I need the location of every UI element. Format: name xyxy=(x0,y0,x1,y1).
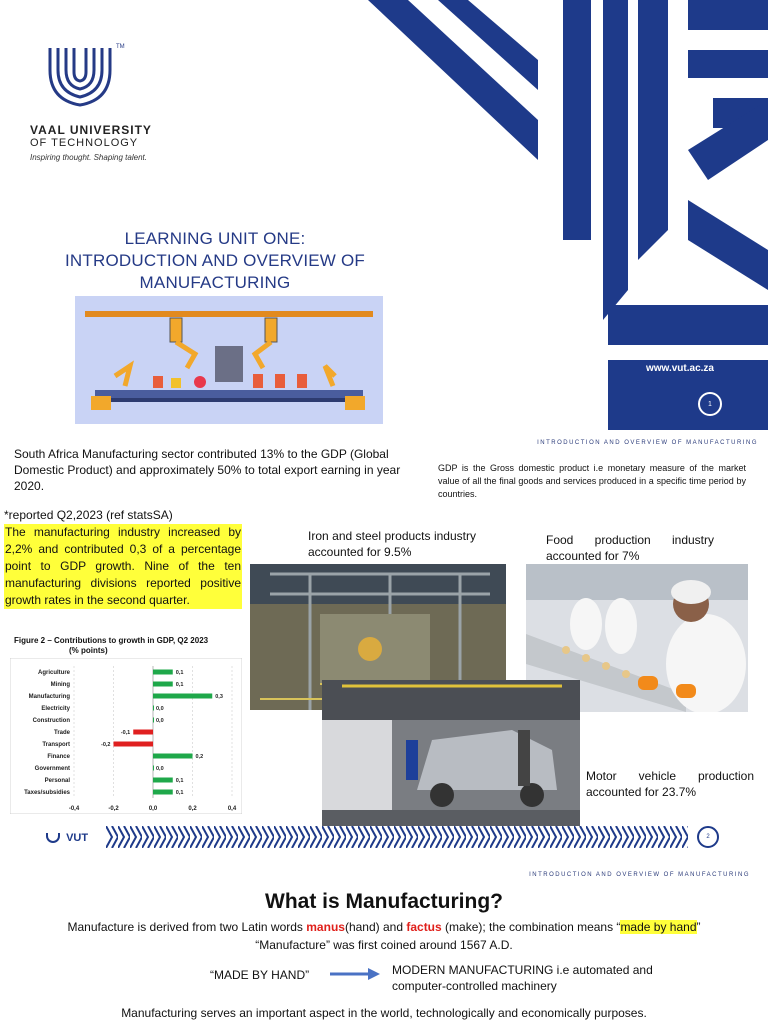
modern-manufacturing-label: MODERN MANUFACTURING i.e automated and computer-controlled machinery xyxy=(392,963,653,993)
data-label: 0,0 xyxy=(156,766,164,772)
word-factus: factus xyxy=(406,920,442,934)
latin-text-a: Manufacture is derived from two Latin words xyxy=(67,920,307,934)
slide-2 xyxy=(0,432,768,852)
slide-1 xyxy=(0,0,768,430)
vut-logo-icon xyxy=(30,40,130,110)
bar xyxy=(153,718,154,723)
manufacturing-heading: What is Manufacturing? xyxy=(265,890,503,913)
motor-vehicle-photo xyxy=(322,680,580,826)
latin-text-b: (hand) and xyxy=(344,920,407,934)
factory-illustration xyxy=(75,296,383,424)
category-label: Electricity xyxy=(41,706,70,712)
title-line-2: INTRODUCTION AND OVERVIEW OF xyxy=(65,251,365,270)
category-label: Finance xyxy=(47,754,70,760)
data-label: 0,2 xyxy=(195,754,204,760)
title-line-3: MANUFACTURING xyxy=(139,273,291,292)
bar xyxy=(153,778,173,783)
title-line-1: LEARNING UNIT ONE: xyxy=(124,229,306,248)
logo-tagline: Inspiring thought. Shaping talent. xyxy=(30,153,147,162)
bar xyxy=(153,682,173,687)
made-by-hand-label: “MADE BY HAND” xyxy=(210,968,310,982)
slide-3 xyxy=(0,860,768,1024)
category-label: Mining xyxy=(50,682,70,688)
figure-title-units: (% points) xyxy=(69,646,108,655)
arrow-right-icon xyxy=(330,967,380,981)
made-by-hand-highlight: made by hand xyxy=(620,920,697,934)
footer-pattern xyxy=(106,826,688,848)
bar xyxy=(114,742,154,747)
caption-motor-vehicle: Motor vehicle production accounted for 23.7% xyxy=(586,769,754,799)
gdp-contribution-chart xyxy=(10,658,242,814)
figure-title-line-1: Figure 2 – Contributions to growth in GDP, Q2 2023 xyxy=(14,636,209,645)
slide2-header: INTRODUCTION AND OVERVIEW OF MANUFACTURING xyxy=(537,440,758,446)
figure-title xyxy=(14,636,244,656)
data-label: 0,0 xyxy=(156,718,164,724)
data-label: 0,1 xyxy=(175,670,184,676)
importance-line: Manufacturing serves an important aspect in the world, technologically and economically purposes. xyxy=(121,1006,647,1020)
category-label: Government xyxy=(34,766,70,772)
data-label: 0,0 xyxy=(156,706,164,712)
bar xyxy=(133,730,153,735)
vut-footer-logo xyxy=(46,832,88,844)
slide3-header: INTRODUCTION AND OVERVIEW OF MANUFACTURING xyxy=(529,872,750,878)
sa-manufacturing-paragraph: South Africa Manufacturing sector contributed 13% to the GDP (Global Domestic Product) and approximately 50% to total export earning in year 2020. xyxy=(14,447,401,493)
data-label: 0,1 xyxy=(175,682,184,688)
category-label: Taxes/subsidies xyxy=(24,790,70,796)
vut-footer-text: VUT xyxy=(66,832,89,844)
logo-name: VAAL UNIVERSITY xyxy=(30,123,152,137)
trademark: TM xyxy=(116,44,125,50)
category-label: Agriculture xyxy=(37,670,70,676)
website-url[interactable]: www.vut.ac.za xyxy=(646,363,714,374)
x-tick-label: -0,4 xyxy=(68,806,80,812)
word-manus: manus xyxy=(306,920,345,934)
x-tick-label: 0,2 xyxy=(188,806,197,812)
bar xyxy=(153,790,173,795)
category-label: Personal xyxy=(44,778,70,784)
caption-food: Food production industry accounted for 7% xyxy=(546,533,714,563)
bar xyxy=(153,706,154,711)
unit-title xyxy=(20,228,410,294)
data-label: 0,3 xyxy=(215,694,223,700)
x-tick-label: -0,2 xyxy=(108,806,119,812)
bar xyxy=(153,766,154,771)
page-number-1: 1 xyxy=(698,392,722,416)
category-label: Trade xyxy=(53,730,70,736)
category-label: Manufacturing xyxy=(28,694,70,700)
x-tick-label: 0,0 xyxy=(148,806,158,812)
data-label: 0,1 xyxy=(175,778,184,784)
category-label: Construction xyxy=(32,718,70,724)
latin-text-d: ” xyxy=(696,920,701,934)
gdp-definition: GDP is the Gross domestic product i.e monetary measure of the market value of all the final goods and services produced in a specific time period by countries. xyxy=(438,463,746,499)
vut-small-icon xyxy=(46,833,60,843)
bar xyxy=(153,694,212,699)
bar xyxy=(153,670,173,675)
data-label: -0,2 xyxy=(101,742,111,748)
latin-text-c: (make); the combination means “ xyxy=(441,920,621,934)
caption-iron-steel: Iron and steel products industry accounted for 9.5% xyxy=(308,529,476,559)
coined-line: “Manufacture” was first coined around 1567 A.D. xyxy=(255,938,513,952)
reported-note: *reported Q2,2023 (ref statsSA) xyxy=(4,508,173,522)
page-number-2: 2 xyxy=(697,826,719,848)
data-label: 0,1 xyxy=(175,790,184,796)
vut-logo xyxy=(30,40,180,162)
logo-subname: OF TECHNOLOGY xyxy=(30,137,139,149)
category-label: Transport xyxy=(42,742,70,748)
x-tick-label: 0,4 xyxy=(227,806,237,812)
latin-origin-line xyxy=(0,920,768,934)
bar xyxy=(153,754,193,759)
data-label: -0,1 xyxy=(120,730,131,736)
highlighted-growth-text: The manufacturing industry increased by 2,2% and contributed 0,3 of a percentage point to GDP growth. Nine of the ten manufacturing divisions reported positive growth rates in the second quarter. xyxy=(5,525,241,607)
